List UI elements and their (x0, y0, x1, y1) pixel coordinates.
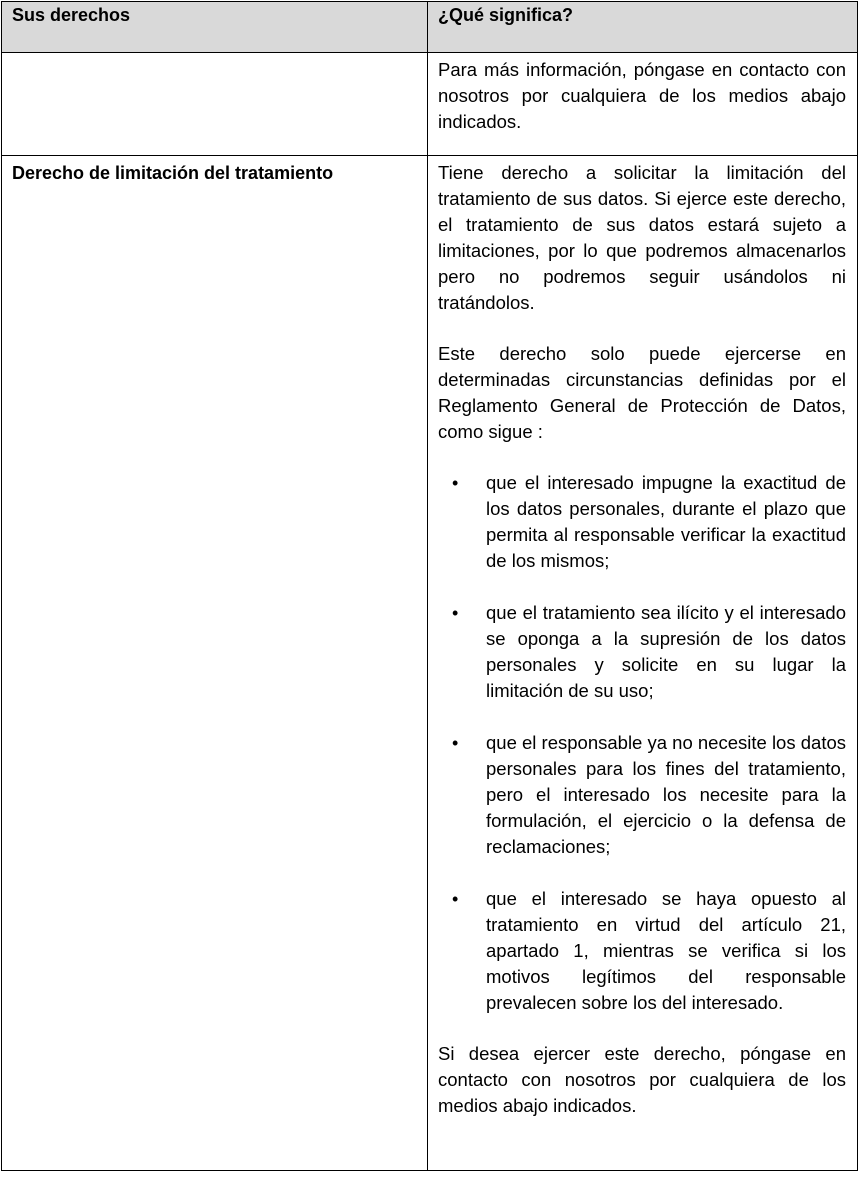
right-name (12, 57, 416, 58)
table-row (2, 53, 858, 156)
list-item (438, 886, 846, 1016)
meaning-cell (428, 53, 858, 156)
list-item (438, 600, 846, 704)
meaning-cell (428, 156, 858, 1171)
list-item (438, 730, 846, 860)
table-header-row (2, 2, 858, 53)
list-item-text: que el tratamiento sea ilícito y el interesado se oponga a la supresión de los datos personales y solicite en su lugar la limitación de su uso; (486, 602, 846, 701)
meaning-paragraph: Este derecho solo puede ejercerse en determinadas circunstancias definidas por el Reglamento General de Protección de Datos, como sigue : (438, 343, 846, 442)
bullet-icon: • (452, 889, 459, 909)
right-name: Derecho de limitación del tratamiento (12, 163, 334, 183)
conditions-list (438, 470, 846, 1016)
bullet-icon: • (452, 603, 459, 623)
right-name-cell (2, 156, 428, 1171)
header-rights (2, 2, 428, 53)
header-rights-label: Sus derechos (12, 5, 131, 25)
list-item-text: que el responsable ya no necesite los datos personales para los fines del tratamiento, pero el interesado los necesite para la formulación, el ejercicio o la defensa de reclamaciones; (486, 732, 846, 857)
right-name-cell (2, 53, 428, 156)
list-item-text: que el interesado impugne la exactitud de los datos personales, durante el plazo que permita al responsable verificar la exactitud de los mismos; (486, 472, 846, 571)
header-meaning-label: ¿Qué significa? (438, 5, 574, 25)
list-item (438, 470, 846, 574)
meaning-paragraph: Para más información, póngase en contacto con nosotros por cualquiera de los medios abajo indicados. (438, 59, 846, 132)
rights-table (1, 1, 858, 1171)
bullet-icon: • (452, 733, 459, 753)
closing-paragraph: Si desea ejercer este derecho, póngase en contacto con nosotros por cualquiera de los medios abajo indicados. (438, 1043, 846, 1116)
table-row (2, 156, 858, 1171)
header-meaning (428, 2, 858, 53)
bullet-icon: • (452, 473, 459, 493)
meaning-paragraph: Tiene derecho a solicitar la limitación del tratamiento de sus datos. Si ejerce este derecho, el tratamiento de sus datos estará sujeto a limitaciones, por lo que podremos almacenarlos pero no podremos seguir usándolos ni tratándolos. (438, 162, 846, 313)
list-item-text: que el interesado se haya opuesto al tratamiento en virtud del artículo 21, apartado 1, mientras se verifica si los motivos legítimos del responsable prevalecen sobre los del interesado. (486, 888, 846, 1013)
